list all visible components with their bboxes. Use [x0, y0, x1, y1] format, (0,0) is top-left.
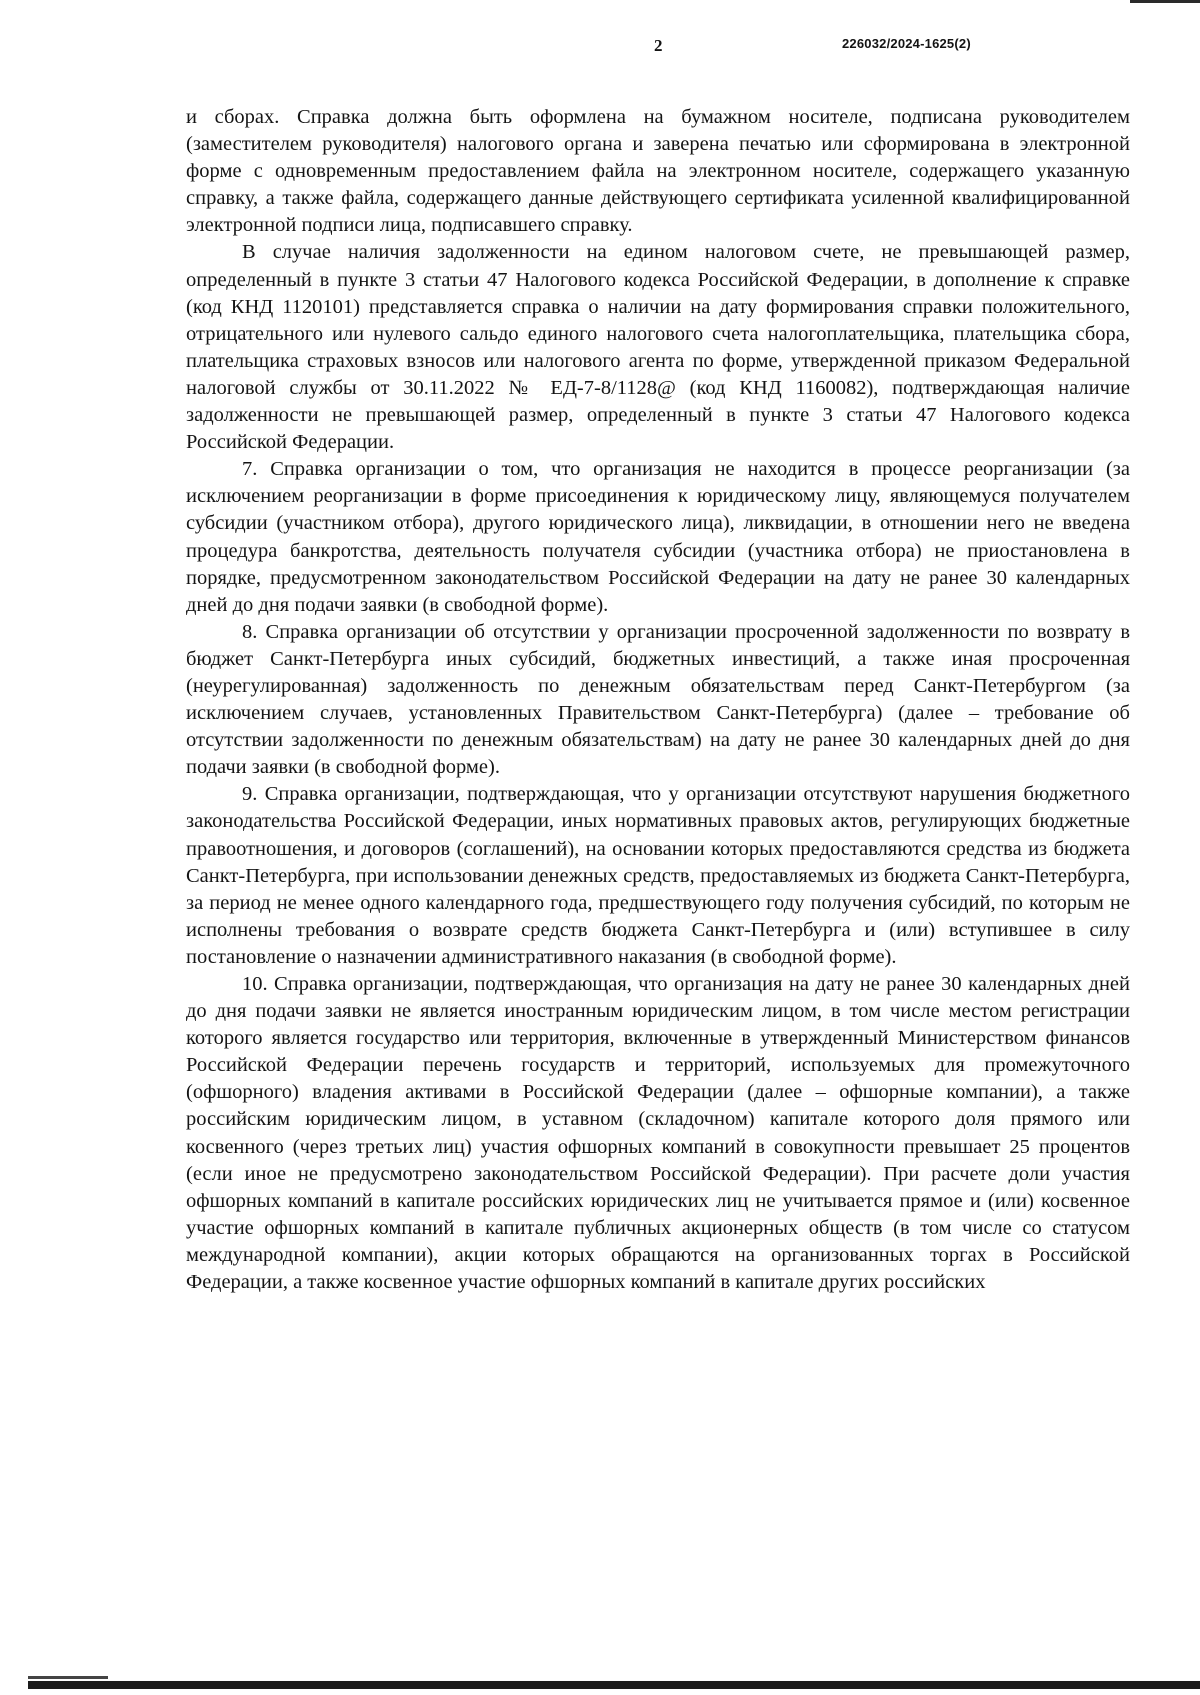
document-body: [186, 104, 1130, 1296]
paragraph-continuation: и сборах. Справка должна быть оформлена на бумажном носителе, подписана руководителем (заместителем руководителя) налогового органа и заверена печатью или сформирована в электронной форме с одновременным предоставлением файла на электронном носителе, содержащего указанную справку, а также файла, содержащего данные действующего сертификата усиленной квалифицированной электронной подписи лица, подписавшего справку.: [186, 106, 1130, 237]
paragraph-debt-reference: В случае наличия задолженности на едином налоговом счете, не превышающей размер, определенный в пункте 3 статьи 47 Налогового кодекса Российской Федерации, в дополнение к справке (код КНД 1120101) представляется справка о наличии на дату формирования справки положительного, отрицательного или нулевого сальдо единого налогового счета налогоплательщика, плательщика сбора, плательщика страховых взносов или налогового агента по форме, утвержденной приказом Федеральной налоговой службы от 30.11.2022 № ЕД-7-8/1128@ (код КНД 1160082), подтверждающая наличие задолженности не превышающей размер, определенный в пункте 3 статьи 47 Налогового кодекса Российской Федерации.: [186, 241, 1130, 454]
scan-edge-top: [1130, 0, 1200, 3]
paragraph-item-9: 9. Справка организации, подтверждающая, что у организации отсутствуют нарушения бюджетного законодательства Российской Федерации, иных нормативных правовых актов, регулирующих бюджетные правоотношения, и договоров (соглашений), на основании которых предоставляются средства из бюджета Санкт-Петербурга, при использовании денежных средств, предоставляемых из бюджета Санкт-Петербурга, за период не менее одного календарного года, предшествующего году получения субсидий, по которым не исполнены требования о возврате средств бюджета Санкт-Петербурга и (или) вступившее в силу постановление о назначении административного наказания (в свободной форме).: [186, 783, 1130, 968]
paragraph-item-8: 8. Справка организации об отсутствии у организации просроченной задолженности по возврату в бюджет Санкт-Петербурга иных субсидий, бюджетных инвестиций, а также иная просроченная (неурегулированная) задолженность по денежным обязательствам перед Санкт-Петербургом (за исключением случаев, установленных Правительством Санкт-Петербурга) (далее – требование об отсутствии задолженности по денежным обязательствам) на дату не ранее 30 календарных дней до дня подачи заявки (в свободной форме).: [186, 620, 1130, 779]
paragraph-item-10: 10. Справка организации, подтверждающая, что организация на дату не ранее 30 календарных дней до дня подачи заявки не является иностранным юридическим лицом, в том числе местом регистрации которого является государство или территория, включенные в утвержденный Министерством финансов Российской Федерации перечень государств и территорий, используемых для промежуточного (офшорного) владения активами в Российской Федерации (далее – офшорные компании), а также российским юридическим лицом, в уставном (складочном) капитале которого доля прямого или косвенного (через третьих лиц) участия офшорных компаний в совокупности превышает 25 процентов (если иное не предусмотрено законодательством Российской Федерации). При расчете доли участия офшорных компаний в капитале российских юридических лиц не учитывается прямое и (или) косвенное участие офшорных компаний в капитале публичных акционерных обществ (в том числе со статусом международной компании), акции которых обращаются на организованных торгах в Российской Федерации, а также косвенное участие офшорных компаний в капитале других российских: [186, 973, 1130, 1294]
paragraph-item-7: 7. Справка организации о том, что организация не находится в процессе реорганизации (за исключением реорганизации в форме присоединения к юридическому лицу, являющемуся получателем субсидии (участником отбора), другого юридического лица), ликвидации, в отношении него не введена процедура банкротства, деятельность получателя субсидии (участника отбора) не приостановлена в порядке, предусмотренном законодательством Российской Федерации на дату не ранее 30 календарных дней до дня подачи заявки (в свободной форме).: [186, 458, 1130, 616]
scan-edge-bottom: [28, 1681, 1200, 1689]
scan-edge-bottom-mark: [28, 1676, 108, 1679]
page-number: 2: [654, 36, 663, 55]
document-id: 226032/2024-1625(2): [842, 36, 971, 51]
